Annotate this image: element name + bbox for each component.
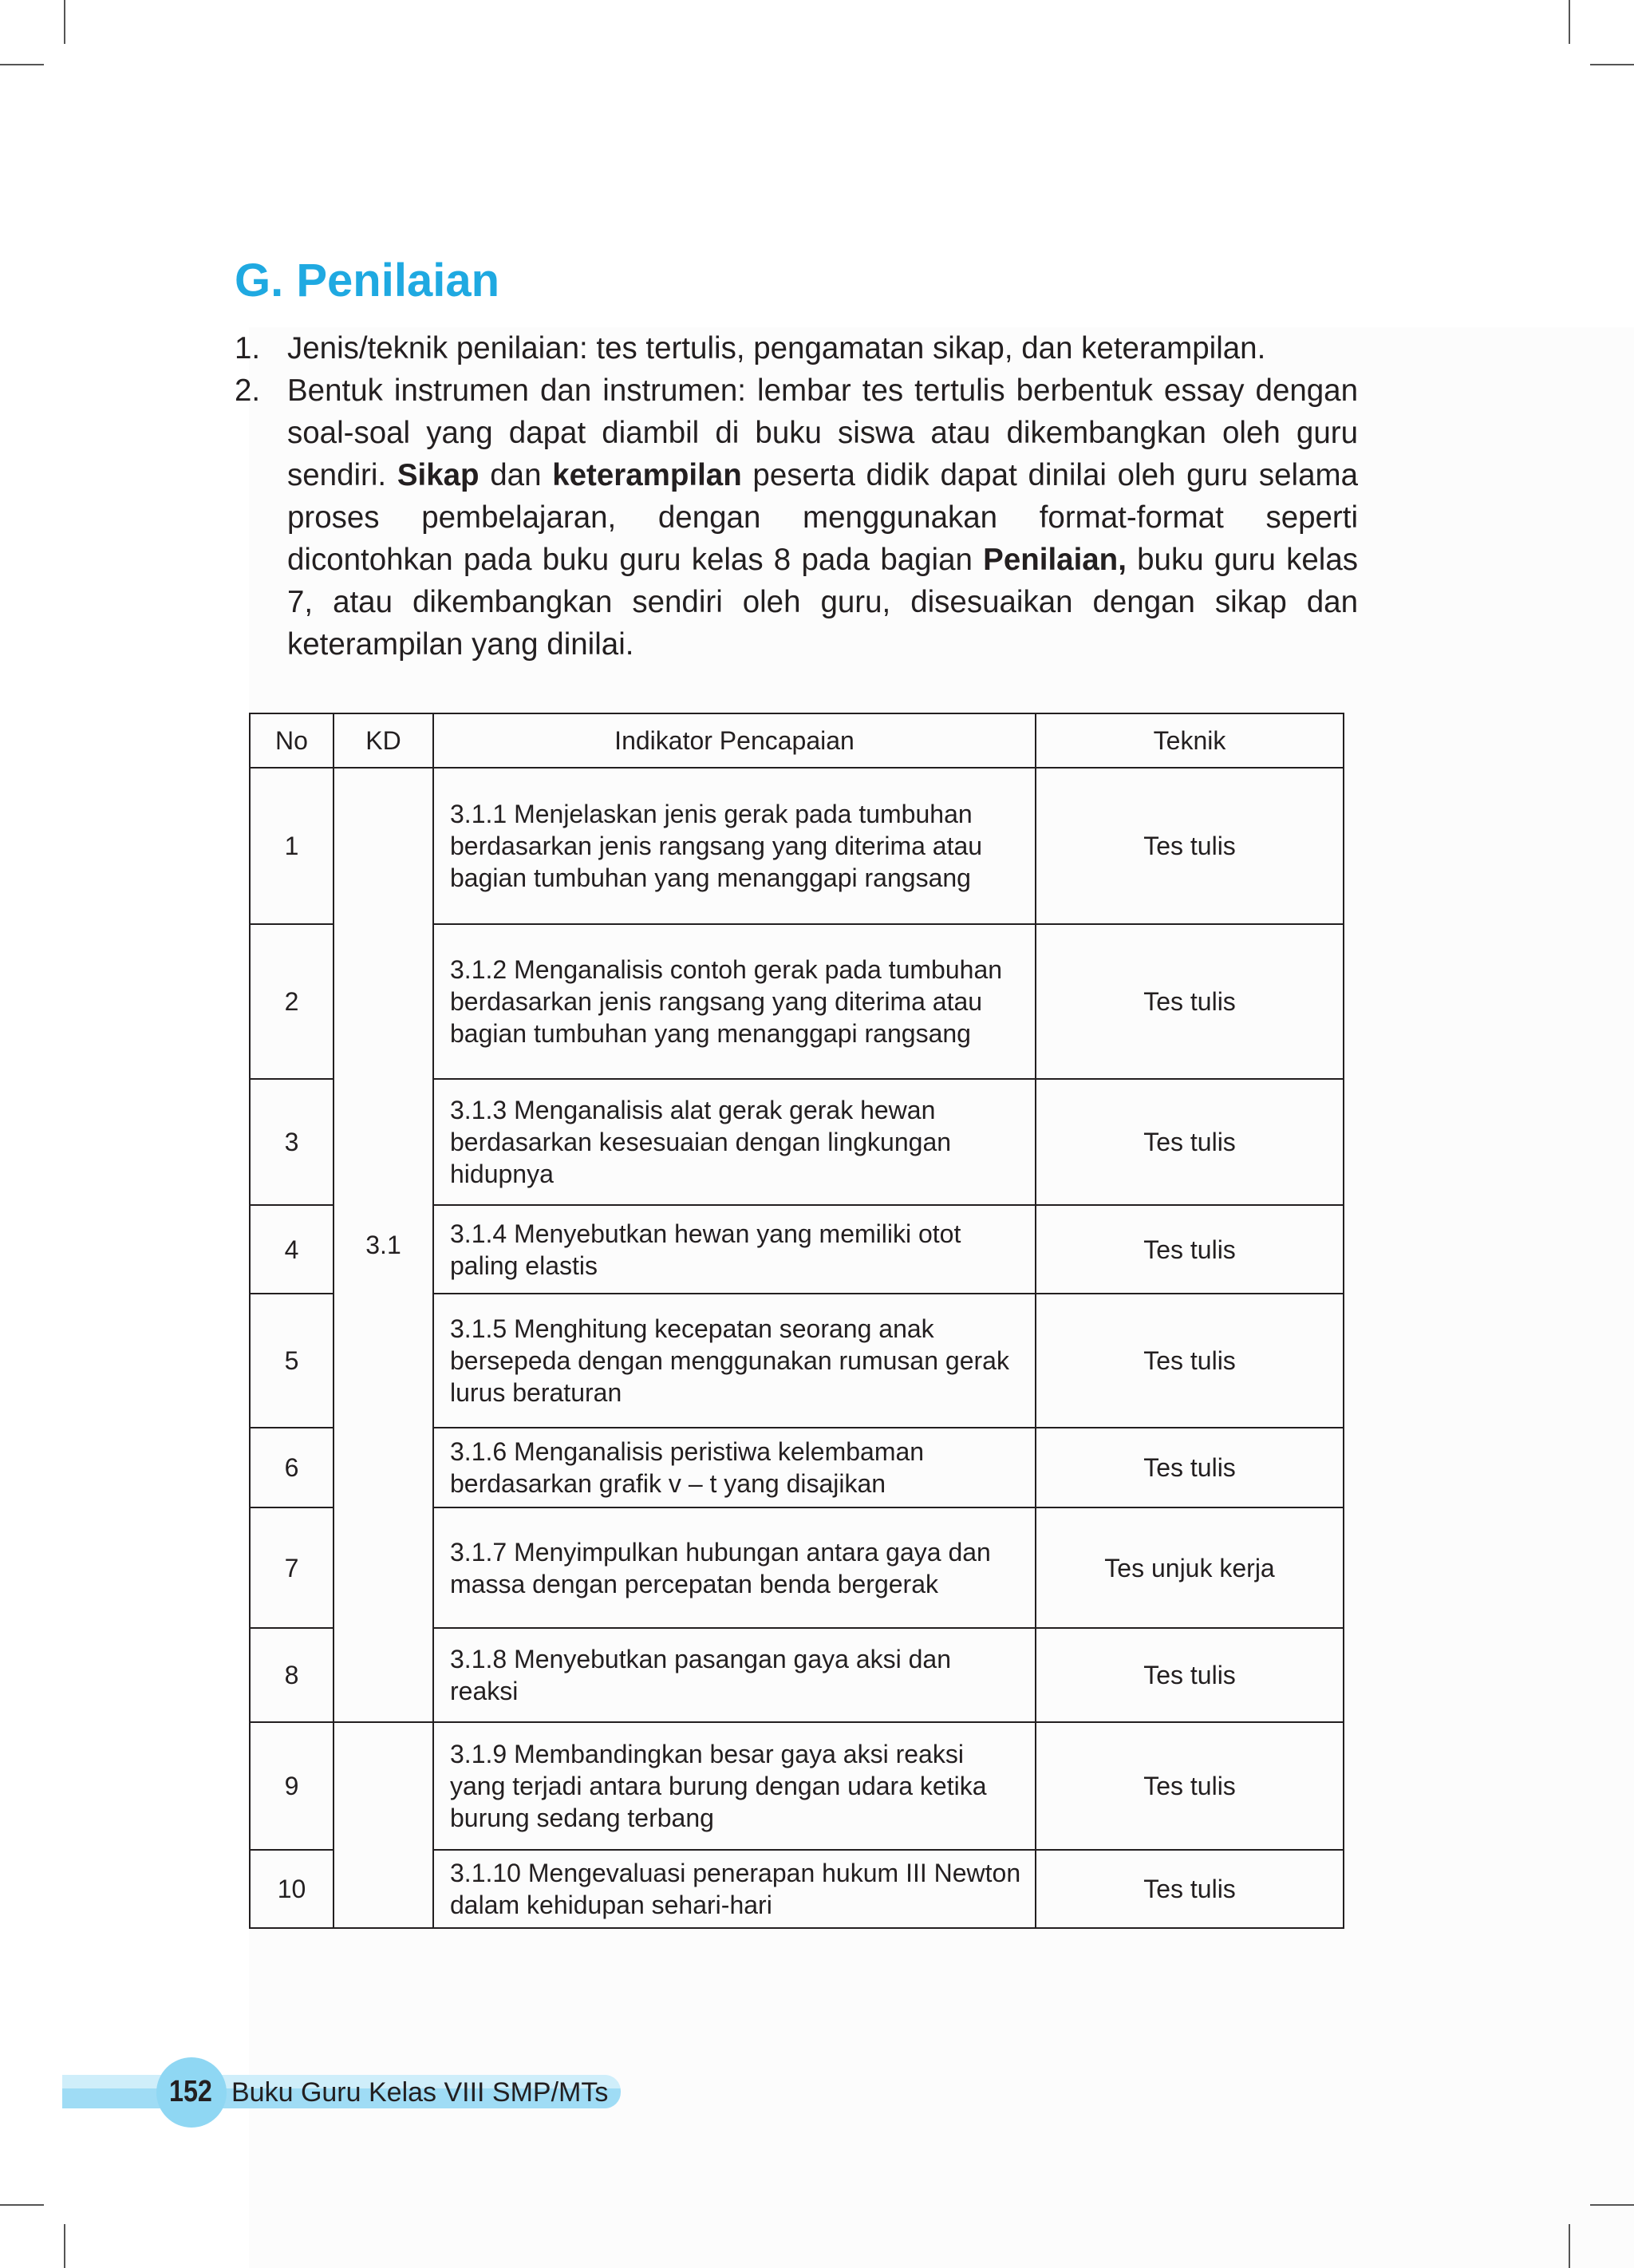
list-item: [235, 327, 1358, 369]
bold-term-penilaian: Penilaian,: [983, 543, 1127, 577]
row-indicator: 3.1.4 Menyebutkan hewan yang memiliki otot paling elastis: [433, 1205, 1036, 1294]
row-technique: Tes tulis: [1036, 1850, 1344, 1928]
crop-mark: [64, 2224, 65, 2268]
row-indicator: 3.1.10 Mengevaluasi penerapan hukum III Newton dalam kehidupan sehari-hari: [433, 1850, 1036, 1928]
row-technique: Tes tulis: [1036, 1428, 1344, 1507]
crop-mark: [1569, 0, 1570, 44]
kd-cell: 3.1: [334, 768, 433, 1722]
text-run: buku guru kelas 7, atau dikembangkan sendiri oleh guru, disesuaikan dengan sikap dan keterampilan yang dinilai.: [287, 543, 1358, 662]
text-run: Bentuk instrumen dan instrumen: lembar tes tertulis berbentuk essay dengan soal-soal yang dapat diambil di buku siswa atau dikembangkan oleh guru sendiri.: [287, 373, 1358, 492]
row-no: 1: [250, 768, 334, 924]
crop-mark: [1569, 2224, 1570, 2268]
header-kd: KD: [334, 713, 433, 768]
row-no: 4: [250, 1205, 334, 1294]
table-row: [250, 768, 1344, 924]
row-indicator: 3.1.9 Membandingkan besar gaya aksi reaksi yang terjadi antara burung dengan udara ketika burung sedang terbang: [433, 1722, 1036, 1850]
row-technique: Tes tulis: [1036, 924, 1344, 1079]
row-no: 2: [250, 924, 334, 1079]
section-heading: G. Penilaian: [235, 255, 499, 306]
row-no: 10: [250, 1850, 334, 1928]
header-indicator: Indikator Pencapaian: [433, 713, 1036, 768]
row-no: 9: [250, 1722, 334, 1850]
row-technique: Tes tulis: [1036, 1628, 1344, 1722]
row-indicator: 3.1.8 Menyebutkan pasangan gaya aksi dan reaksi: [433, 1628, 1036, 1722]
list-number: 1.: [235, 331, 261, 365]
row-indicator: 3.1.5 Menghitung kecepatan seorang anak bersepeda dengan menggunakan rumusan gerak lurus beraturan: [433, 1294, 1036, 1428]
row-technique: Tes tulis: [1036, 1294, 1344, 1428]
row-no: 7: [250, 1507, 334, 1628]
crop-mark: [0, 2204, 44, 2206]
row-indicator: 3.1.1 Menjelaskan jenis gerak pada tumbuhan berdasarkan jenis rangsang yang diterima atau bagian tumbuhan yang menanggapi rangsang: [433, 768, 1036, 924]
table-row: [250, 1722, 1344, 1850]
row-indicator: 3.1.6 Menganalisis peristiwa kelembaman berdasarkan grafik v – t yang disajikan: [433, 1428, 1036, 1507]
assessment-table: [249, 713, 1344, 1929]
list-item-text: [287, 369, 1358, 666]
row-indicator: 3.1.3 Menganalisis alat gerak gerak hewan berdasarkan kesesuaian dengan lingkungan hidupnya: [433, 1079, 1036, 1205]
row-technique: Tes unjuk kerja: [1036, 1507, 1344, 1628]
header-no: No: [250, 713, 334, 768]
page-number: 152: [169, 2075, 212, 2108]
crop-mark: [0, 64, 44, 65]
book-title: Buku Guru Kelas VIII SMP/MTs: [231, 2077, 609, 2108]
header-technique: Teknik: [1036, 713, 1344, 768]
row-no: 5: [250, 1294, 334, 1428]
row-technique: Tes tulis: [1036, 1722, 1344, 1850]
kd-cell-empty: [334, 1722, 433, 1928]
row-indicator: 3.1.2 Menganalisis contoh gerak pada tumbuhan berdasarkan jenis rangsang yang diterima atau bagian tumbuhan yang menanggapi rangsang: [433, 924, 1036, 1079]
bold-term-keterampilan: keterampilan: [552, 458, 742, 492]
crop-mark: [64, 0, 65, 44]
row-technique: Tes tulis: [1036, 1205, 1344, 1294]
row-technique: Tes tulis: [1036, 1079, 1344, 1205]
row-no: 3: [250, 1079, 334, 1205]
crop-mark: [1590, 2204, 1634, 2206]
list-item-text: Jenis/teknik penilaian: tes tertulis, pengamatan sikap, dan keterampilan.: [287, 331, 1266, 365]
row-technique: Tes tulis: [1036, 768, 1344, 924]
row-no: 6: [250, 1428, 334, 1507]
assessment-list: [235, 327, 1358, 666]
row-indicator: 3.1.7 Menyimpulkan hubungan antara gaya dan massa dengan percepatan benda bergerak: [433, 1507, 1036, 1628]
list-number: 2.: [235, 373, 261, 408]
list-item: [235, 369, 1358, 666]
text-run: dan: [479, 458, 553, 492]
crop-mark: [1590, 64, 1634, 65]
table-header-row: [250, 713, 1344, 768]
text-run: peserta didik dapat dinilai oleh guru selama proses pembelajaran, dengan menggunakan format-format seperti dicontohkan pada buku guru kelas 8 pada bagian: [287, 458, 1358, 577]
row-no: 8: [250, 1628, 334, 1722]
bold-term-sikap: Sikap: [397, 458, 480, 492]
